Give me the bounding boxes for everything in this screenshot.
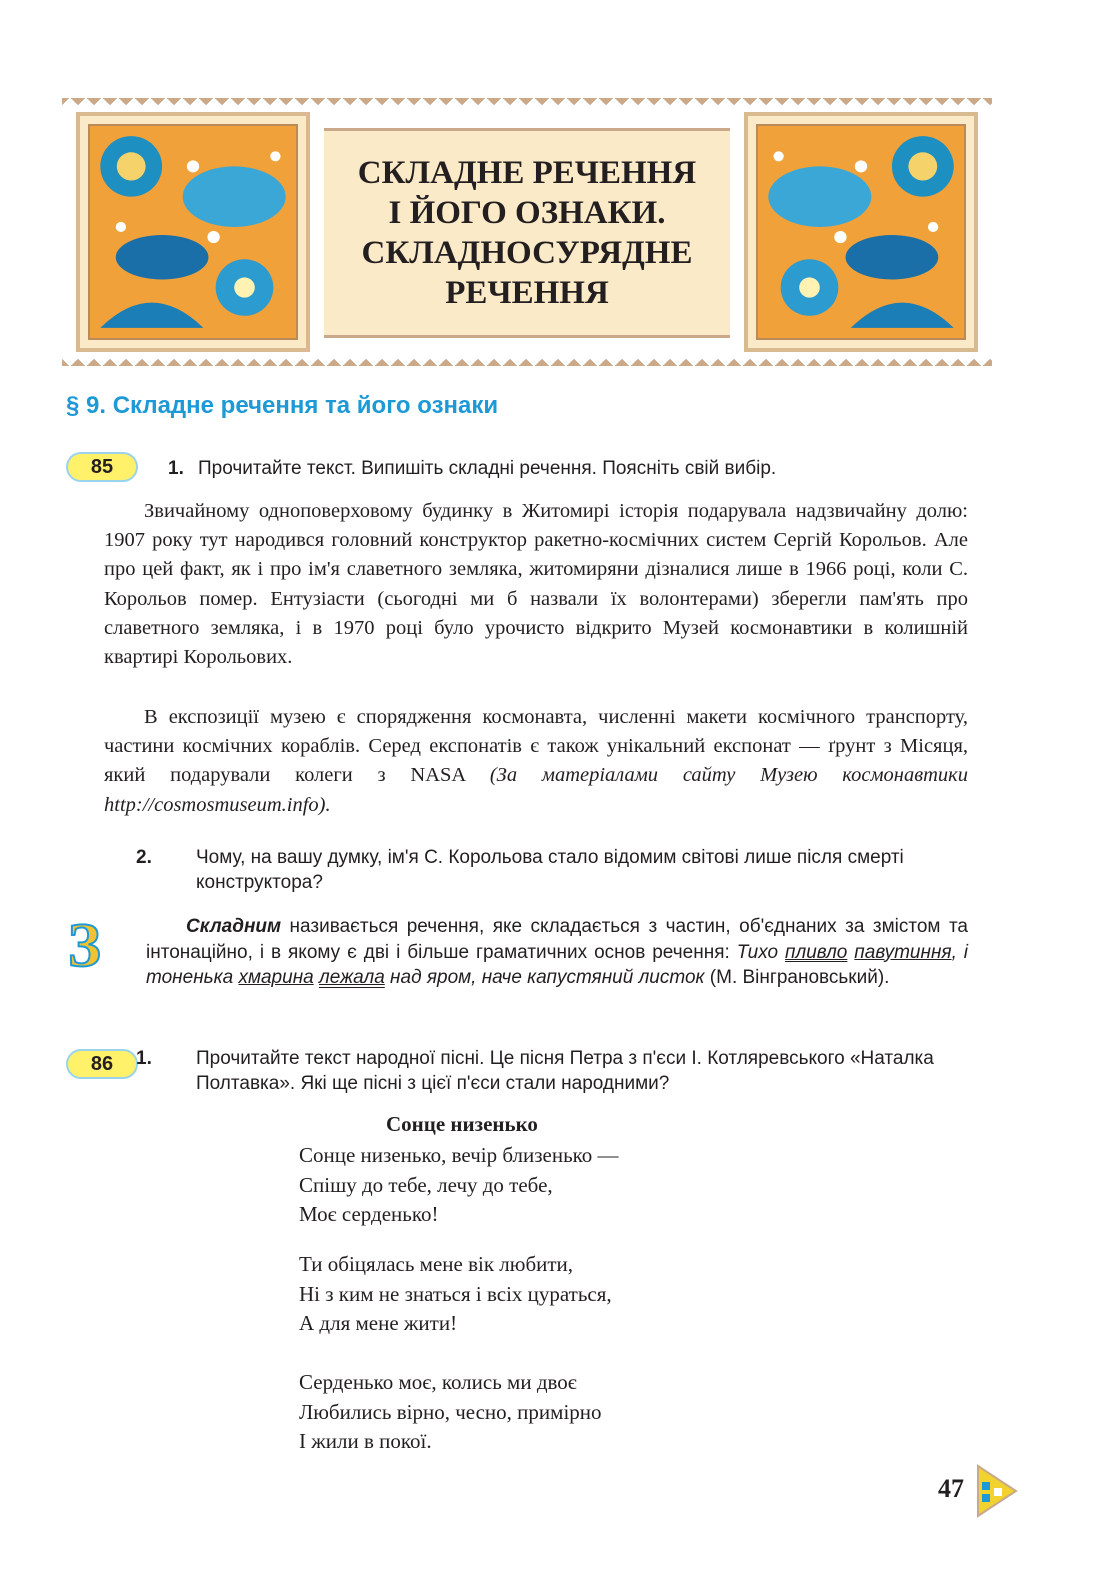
banner-border-top <box>62 98 992 112</box>
folk-ornament-image <box>756 124 966 340</box>
reading-text-paragraph-1: Звичайному одноповерховому будинку в Житомирі історія подарувала надзвичайну долю: 1907 року тут народився головний конструктор ракетно-космічних систем Сергій Корольов. Але про цей факт, як і про ім'я славетного земляка, житомиряни дізналися лише в 1966 році, коли С. Корольов помер. Ентузіасти (сьогодні ми б назвали їх волонтерами) зберегли пам'ять про славетного земляка, і в 1970 році було урочисто відкрито Музей космонавтики в колишній квартирі Корольових. <box>104 500 968 669</box>
ornament-tile-left <box>76 112 310 352</box>
exercise-86-task-1 <box>136 1046 970 1096</box>
folk-ornament-image <box>88 124 298 340</box>
ornament-tile-right <box>744 112 978 352</box>
rule-letter-icon <box>64 914 122 974</box>
rule-example-author: (М. Вінграновський). <box>704 967 890 988</box>
svg-text:З: З <box>68 914 101 974</box>
section-heading: § 9. Складне речення та його ознаки <box>66 392 499 419</box>
chapter-title: СКЛАДНЕ РЕЧЕННЯ І ЙОГО ОЗНАКИ. СКЛАДНОСУРЯДНЕ РЕЧЕННЯ <box>357 155 697 311</box>
paragraph-text: В експозиції музею є спорядження космонавта, численні макети космічного транспорту, частини космічних кораблів. Серед експонатів є також унікальний експонат — ґрунт з Місяця, який подарували колеги з NASA <box>104 706 968 787</box>
poem-line: Серденько моє, колись ми двоє <box>299 1370 577 1394</box>
poem-line: А для мене жити! <box>299 1311 458 1335</box>
source-citation: (За матеріалами сайту Музею космонавтики http://cosmosmuseum.info). <box>104 764 968 816</box>
poem-line: І жили в покої. <box>299 1429 432 1453</box>
poem-line: Ти обіцялась мене вік любити, <box>299 1252 574 1276</box>
poem-line: Спішу до тебе, лечу до тебе, <box>299 1172 553 1197</box>
exercise-85-task-2 <box>136 845 966 895</box>
task-number: 1. <box>168 458 184 479</box>
task-text: Прочитайте текст. Випишіть складні речення. Поясніть свій вибір. <box>198 458 777 479</box>
rule-definition: Складним називається речення, яке складається з частин, об'єднаних за змістом та інтонаційно, і в якому є дві і більше граматичних основ речення: Тихо пливло павутиння, і тоненька хмарина лежала над яром, наче капустяний листок (М. Вінграновський). <box>146 916 968 988</box>
poem-stanza-2 <box>299 1250 612 1339</box>
poem-stanza-1 <box>299 1141 619 1230</box>
poem-line: Моє серденько! <box>299 1202 439 1226</box>
poem-line: Ні з ким не знаться і всіх цураться, <box>299 1281 612 1306</box>
task-text: Чому, на вашу думку, ім'я С. Корольова стало відомим світові лише після смерті конструктора? <box>196 847 904 893</box>
poem-title: Сонце низенько <box>386 1112 538 1136</box>
task-number: 2. <box>136 847 152 868</box>
chapter-title-box <box>324 128 730 338</box>
task-number: 1. <box>136 1048 152 1069</box>
exercise-85-task-1 <box>168 456 968 481</box>
exercise-number-badge: 85 <box>66 452 138 482</box>
task-text: Прочитайте текст народної пісні. Це пісня Петра з п'єси І. Котляревського «Наталка Полтавка». Які ще пісні з цієї п'єси стали народними? <box>196 1048 934 1094</box>
chapter-banner <box>62 98 992 366</box>
rule-term: Складним <box>186 916 282 937</box>
banner-border-bottom <box>62 352 992 366</box>
page-number: 47 <box>938 1474 964 1503</box>
exercise-number-badge: 86 <box>66 1049 138 1079</box>
next-page-arrow-icon <box>974 1462 1020 1520</box>
poem-line: Любились вірно, чесно, примірно <box>299 1399 602 1424</box>
poem-stanza-3 <box>299 1368 602 1457</box>
rule-example: Тихо пливло павутиння, і тоненька хмарина лежала над яром, наче капустяний листок <box>146 941 968 988</box>
poem-line: Сонце низенько, вечір близенько — <box>299 1143 619 1167</box>
reading-text-paragraph-2 <box>104 703 968 820</box>
